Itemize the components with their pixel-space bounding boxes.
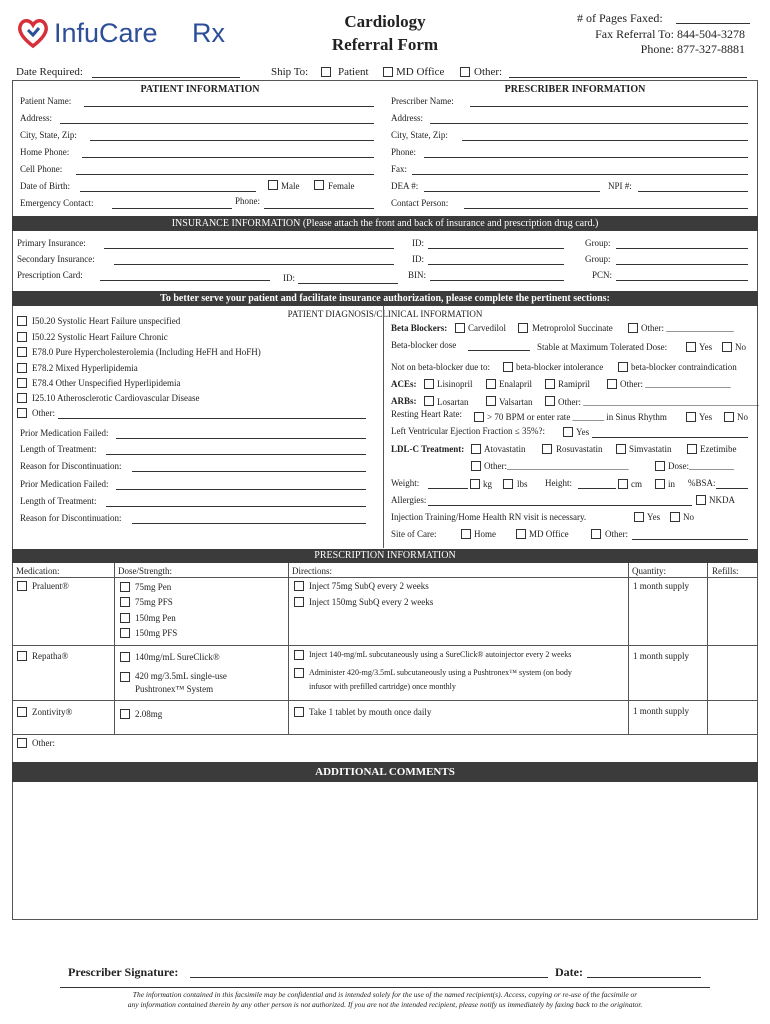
rx-card-id-field[interactable] [298,283,398,284]
rx-col-directions: Directions: [292,566,332,576]
emergency-contact-label: Emergency Contact: [20,198,94,208]
bsa-label: %BSA: [688,478,716,488]
ship-patient-checkbox[interactable] [321,67,331,77]
male-label: Male [281,181,300,191]
ship-other-label: Other: [474,66,503,78]
date-required-label: Date Required: [16,66,83,78]
repatha-dir-2-label-2: infusor with prefilled cartridge) once monthly [309,682,456,691]
contact-person-field[interactable] [464,208,748,209]
heart-rate-label: Resting Heart Rate: [391,409,462,419]
allergies-field[interactable] [428,505,692,506]
bb-contraindication-checkbox[interactable] [618,362,628,372]
ship-to-label: Ship To: [271,66,309,78]
primary-id-label: ID: [412,238,424,248]
prescription-card-field[interactable] [100,280,270,281]
heart-logo-icon [16,16,50,50]
emergency-phone-label: Phone: [235,196,261,206]
height-field[interactable] [578,488,616,489]
dx-e78-4-checkbox[interactable] [17,378,27,388]
dx-i25-10-checkbox[interactable] [17,393,27,403]
prescriber-name-label: Prescriber Name: [391,96,454,106]
pages-faxed-field[interactable] [676,23,750,24]
form-title-line1: Cardiology [344,12,426,31]
rx-row-line-2 [12,700,758,701]
comments-area[interactable] [13,782,757,919]
dx-i50-20-label: I50.20 Systolic Heart Failure unspecified [32,316,181,326]
prior-med-1-label: Prior Medication Failed: [20,428,109,438]
ezetimibe-checkbox[interactable] [687,444,697,454]
nkda-label: NKDA [709,495,735,505]
ldl-other-label: Other:___________________________ [484,461,629,471]
heart-rate-option-label: > 70 BPM or enter rate _______ in Sinus Rhythm [487,412,667,422]
lvef-label: Left Ventricular Ejection Fraction ≤ 35%?: [391,426,545,436]
female-label: Female [328,181,355,191]
secondary-group-field[interactable] [616,264,748,265]
repatha-dir-2-label-1: Administer 420-mg/3.5mL subcutaneously using a Pushtronex™ system (on body [309,668,572,677]
praluent-150-pen-checkbox[interactable] [120,613,130,623]
praluent-75-pfs-label: 75mg PFS [135,597,173,607]
primary-insurance-label: Primary Insurance: [17,238,86,248]
height-label: Height: [545,478,572,488]
rx-col-divider-2 [288,563,289,734]
zontivity-dir-checkbox[interactable] [294,707,304,717]
lbs-label: lbs [517,479,528,489]
ace-other-checkbox[interactable] [607,379,617,389]
carvedilol-checkbox[interactable] [455,323,465,333]
dea-label: DEA #: [391,181,419,191]
repatha-420-checkbox[interactable] [120,672,130,682]
ramipril-checkbox[interactable] [545,379,555,389]
patient-address-field[interactable] [60,123,374,124]
site-of-care-label: Site of Care: [391,529,437,539]
prescriber-city-field[interactable] [462,140,748,141]
male-checkbox[interactable] [268,180,278,190]
prescription-card-label: Prescription Card: [17,270,83,280]
rx-other-checkbox[interactable] [17,738,27,748]
stable-yes-label: Yes [699,342,713,352]
female-checkbox[interactable] [314,180,324,190]
stable-no-checkbox[interactable] [722,342,732,352]
prior-med-2-label: Prior Medication Failed: [20,479,109,489]
contact-person-label: Contact Person: [391,198,449,208]
disclaimer-line-1: The information contained in this facsimile may be confidential and is intended solely for the use of the named recipient(s). Access, copying or re-use of the facsimile or [132,990,638,999]
ship-other-field[interactable] [509,77,747,78]
dx-e78-0-checkbox[interactable] [17,347,27,357]
injection-no-checkbox[interactable] [670,512,680,522]
ldl-treatment-label: LDL-C Treatment: [391,444,465,454]
repatha-checkbox[interactable] [17,651,27,661]
rx-col-divider-1 [114,563,115,734]
losartan-label: Losartan [437,397,469,407]
site-other-field[interactable] [632,539,748,540]
praluent-dir-1-checkbox[interactable] [294,581,304,591]
rx-other-label: Other: [32,738,55,748]
dob-field[interactable] [80,191,256,192]
reason-1-field[interactable] [132,471,366,472]
aces-label: ACEs: [391,379,417,389]
npi-field[interactable] [638,191,748,192]
dx-e78-0-label: E78.0 Pure Hypercholesterolemia (Including HeFH and HoFH) [32,347,261,357]
valsartan-checkbox[interactable] [486,396,496,406]
prescriber-fax-field[interactable] [412,174,748,175]
pages-faxed-label: # of Pages Faxed: [577,11,663,25]
lisinopril-checkbox[interactable] [424,379,434,389]
form-title-line2: Referral Form [331,35,439,54]
patient-city-label: City, State, Zip: [20,130,77,140]
praluent-label: Praluent® [32,581,69,591]
injection-yes-checkbox[interactable] [634,512,644,522]
primary-group-label: Group: [585,238,611,248]
repatha-420-label-1: 420 mg/3.5mL single-use [135,671,227,681]
repatha-420-label-2: Pushtronex™ System [135,684,214,694]
prescriber-address-label: Address: [391,113,423,123]
cm-checkbox[interactable] [618,479,628,489]
lvef-yes-checkbox[interactable] [563,427,573,437]
rx-col-refills: Refills: [712,566,739,576]
rx-col-medication: Medication: [16,566,60,576]
secondary-id-label: ID: [412,254,424,264]
footer-divider [60,987,710,988]
simvastatin-checkbox[interactable] [616,444,626,454]
praluent-75-pen-checkbox[interactable] [120,582,130,592]
praluent-dir-1-label: Inject 75mg SubQ every 2 weeks [309,581,429,591]
bb-dose-field[interactable] [468,350,530,351]
prescriber-address-field[interactable] [430,123,748,124]
allergies-label: Allergies: [391,495,427,505]
hr-no-label: No [737,412,748,422]
hr-no-checkbox[interactable] [724,412,734,422]
reason-2-field[interactable] [132,523,366,524]
cell-phone-label: Cell Phone: [20,164,63,174]
bb-contraindication-label: beta-blocker contraindication [631,362,737,372]
ship-patient-label: Patient [338,66,369,78]
lvef-field[interactable] [592,437,748,438]
valsartan-label: Valsartan [499,397,533,407]
weight-label: Weight: [391,478,420,488]
lvef-yes-label: Yes [576,427,590,437]
praluent-75-pen-label: 75mg Pen [135,582,172,592]
disclaimer-line-2: any information contained therein by any other person is not authorized. If you are not the intended recipient, please notify us immediately by faxing back to the originator. [127,1000,643,1009]
dob-label: Date of Birth: [20,181,70,191]
atorvastatin-label: Atovastatin [484,444,526,454]
enalapril-checkbox[interactable] [486,379,496,389]
praluent-checkbox[interactable] [17,581,27,591]
secondary-insurance-label: Secondary Insurance: [17,254,95,264]
bb-other-label: Other: _______________ [641,323,734,333]
signature-label: Prescriber Signature: [68,965,179,979]
injection-yes-label: Yes [647,512,661,522]
praluent-dir-2-label: Inject 150mg SubQ every 2 weeks [309,597,434,607]
nkda-checkbox[interactable] [696,495,706,505]
repatha-140-label: 140mg/mL SureClick® [135,652,220,662]
home-phone-field[interactable] [82,157,374,158]
cm-label: cm [631,479,642,489]
insurance-heading: INSURANCE INFORMATION (Please attach the front and back of insurance and prescription drug card.) [12,216,758,231]
praluent-dir-2-checkbox[interactable] [294,597,304,607]
ship-md-office-checkbox[interactable] [383,67,393,77]
stable-yes-checkbox[interactable] [686,342,696,352]
brand-name: InfuCare [54,18,158,48]
weight-field[interactable] [428,488,468,489]
dx-other-field[interactable] [58,418,366,419]
rosuvastatin-label: Rosuvastatin [556,444,603,454]
rosuvastatin-checkbox[interactable] [542,444,552,454]
zontivity-label: Zontivity® [32,707,73,717]
arbs-label: ARBs: [391,396,417,406]
dea-field[interactable] [424,191,600,192]
lisinopril-label: Lisinopril [437,379,473,389]
metoprolol-checkbox[interactable] [518,323,528,333]
npi-label: NPI #: [608,181,632,191]
in-label: in [668,479,676,489]
site-home-checkbox[interactable] [461,529,471,539]
heart-rate-checkbox[interactable] [474,412,484,422]
bb-intolerance-label: beta-blocker intolerance [516,362,604,372]
home-phone-label: Home Phone: [20,147,70,157]
secondary-insurance-field[interactable] [114,264,394,265]
hr-yes-checkbox[interactable] [686,412,696,422]
site-other-checkbox[interactable] [591,529,601,539]
praluent-150-pen-label: 150mg Pen [135,613,176,623]
clinical-divider [383,306,384,548]
repatha-140-checkbox[interactable] [120,652,130,662]
rx-col-divider-4 [707,563,708,734]
losartan-checkbox[interactable] [424,396,434,406]
ezetimibe-label: Ezetimibe [700,444,737,454]
date-required-field[interactable] [92,77,240,78]
prescriber-info-heading: PRESCRIBER INFORMATION [504,84,646,95]
dx-i25-10-label: I25.10 Atherosclerotic Cardiovascular Disease [32,393,200,403]
dx-other-label: Other: [32,408,55,418]
kg-label: kg [483,479,492,489]
praluent-150-pfs-label: 150mg PFS [135,628,178,638]
brand-rx: Rx [192,18,225,48]
injection-training-label: Injection Training/Home Health RN visit is necessary. [391,512,587,522]
length-1-label: Length of Treatment: [20,444,97,454]
bin-label: BIN: [408,270,426,280]
dx-e78-2-checkbox[interactable] [17,363,27,373]
bin-field[interactable] [430,280,564,281]
comments-heading: ADDITIONAL COMMENTS [12,762,758,782]
not-on-bb-label: Not on beta-blocker due to: [391,362,490,372]
dx-e78-2-label: E78.2 Mixed Hyperlipidemia [32,363,138,373]
prescriber-city-label: City, State, Zip: [391,130,448,140]
signature-field[interactable] [190,977,548,978]
site-md-office-checkbox[interactable] [516,529,526,539]
rx-header-line [12,577,758,578]
patient-info-heading: PATIENT INFORMATION [140,84,260,95]
emergency-phone-field[interactable] [264,208,374,209]
rx-card-id-label: ID: [283,273,295,283]
lbs-checkbox[interactable] [503,479,513,489]
hr-yes-label: Yes [699,412,713,422]
arb-other-label: Other: _______________________________________ [558,397,759,407]
ship-md-office-label: MD Office [396,66,445,78]
rx-col-dose: Dose/Strength: [118,566,172,576]
ldl-dose-label: Dose:__________ [668,461,734,471]
in-checkbox[interactable] [655,479,665,489]
emergency-contact-field[interactable] [112,208,232,209]
date-label: Date: [555,965,583,979]
atorvastatin-checkbox[interactable] [471,444,481,454]
prior-med-1-field[interactable] [116,438,366,439]
enalapril-label: Enalapril [499,379,532,389]
repatha-dir-2-checkbox[interactable] [294,668,304,678]
zontivity-dose-checkbox[interactable] [120,709,130,719]
dx-i50-22-checkbox[interactable] [17,332,27,342]
rx-row-line-3 [12,734,758,735]
praluent-quantity: 1 month supply [633,581,690,591]
pcn-field[interactable] [616,280,748,281]
praluent-75-pfs-checkbox[interactable] [120,597,130,607]
kg-checkbox[interactable] [470,479,480,489]
patient-name-label: Patient Name: [20,96,72,106]
phone-number: Phone: 877-327-8881 [640,42,745,56]
primary-group-field[interactable] [616,248,748,249]
logo [16,14,246,54]
beta-blockers-label: Beta Blockers: [391,323,448,333]
rx-row-line-1 [12,645,758,646]
ldl-other-checkbox[interactable] [471,461,481,471]
length-2-field[interactable] [106,506,366,507]
dx-e78-4-label: E78.4 Other Unspecified Hyperlipidemia [32,378,181,388]
pcn-label: PCN: [592,270,613,280]
zontivity-dir-label: Take 1 tablet by mouth once daily [309,707,432,717]
date-field[interactable] [587,977,701,978]
bb-intolerance-checkbox[interactable] [503,362,513,372]
site-other-label: Other: [605,529,628,539]
rx-col-divider-3 [628,563,629,734]
ldl-dose-checkbox[interactable] [655,461,665,471]
patient-name-field[interactable] [84,106,374,107]
secondary-id-field[interactable] [428,264,564,265]
prescriber-phone-field[interactable] [424,157,748,158]
length-1-field[interactable] [106,454,366,455]
prescriber-name-field[interactable] [470,106,748,107]
ramipril-label: Ramipril [558,379,590,389]
zontivity-checkbox[interactable] [17,707,27,717]
fax-number: Fax Referral To: 844-504-3278 [595,27,745,41]
dx-other-checkbox[interactable] [17,408,27,418]
repatha-label: Repatha® [32,651,69,661]
prior-med-2-field[interactable] [116,489,366,490]
primary-insurance-field[interactable] [104,248,394,249]
ship-other-checkbox[interactable] [460,67,470,77]
primary-id-field[interactable] [428,248,564,249]
repatha-dir-1-label: Inject 140-mg/mL subcutaneously using a SureClick® autoinjector every 2 weeks [309,650,572,659]
secondary-group-label: Group: [585,254,611,264]
rx-col-quantity: Quantity: [632,566,666,576]
prescriber-phone-label: Phone: [391,147,417,157]
zontivity-quantity: 1 month supply [633,706,690,716]
carvedilol-label: Carvedilol [468,323,506,333]
praluent-150-pfs-checkbox[interactable] [120,628,130,638]
diagnosis-heading: PATIENT DIAGNOSIS/CLINICAL INFORMATION [287,309,483,319]
reason-1-label: Reason for Discontinuation: [20,461,122,471]
site-home-label: Home [474,529,496,539]
prescriber-fax-label: Fax: [391,164,408,174]
clinical-heading: To better serve your patient and facilitate insurance authorization, please complete the pertinent sections: [12,291,758,306]
bsa-field[interactable] [716,488,748,489]
bb-dose-label: Beta-blocker dose [391,340,457,350]
metoprolol-label: Metroprolol Succinate [532,323,613,333]
reason-2-label: Reason for Discontinuation: [20,513,122,523]
prescription-heading: PRESCRIPTION INFORMATION [12,549,758,563]
simvastatin-label: Simvastatin [629,444,672,454]
injection-no-label: No [683,512,694,522]
repatha-quantity: 1 month supply [633,651,690,661]
dx-i50-22-label: I50.22 Systolic Heart Failure Chronic [32,332,168,342]
stable-no-label: No [735,342,746,352]
bb-other-checkbox[interactable] [628,323,638,333]
patient-city-field[interactable] [90,140,374,141]
stable-dose-label: Stable at Maximum Tolerated Dose: [537,342,668,352]
length-2-label: Length of Treatment: [20,496,97,506]
dx-i50-20-checkbox[interactable] [17,316,27,326]
cell-phone-field[interactable] [76,174,374,175]
repatha-dir-1-checkbox[interactable] [294,650,304,660]
ace-other-label: Other: ___________________ [620,379,731,389]
arb-other-checkbox[interactable] [545,396,555,406]
zontivity-dose-label: 2.08mg [135,709,163,719]
patient-address-label: Address: [20,113,52,123]
site-md-office-label: MD Office [529,529,569,539]
